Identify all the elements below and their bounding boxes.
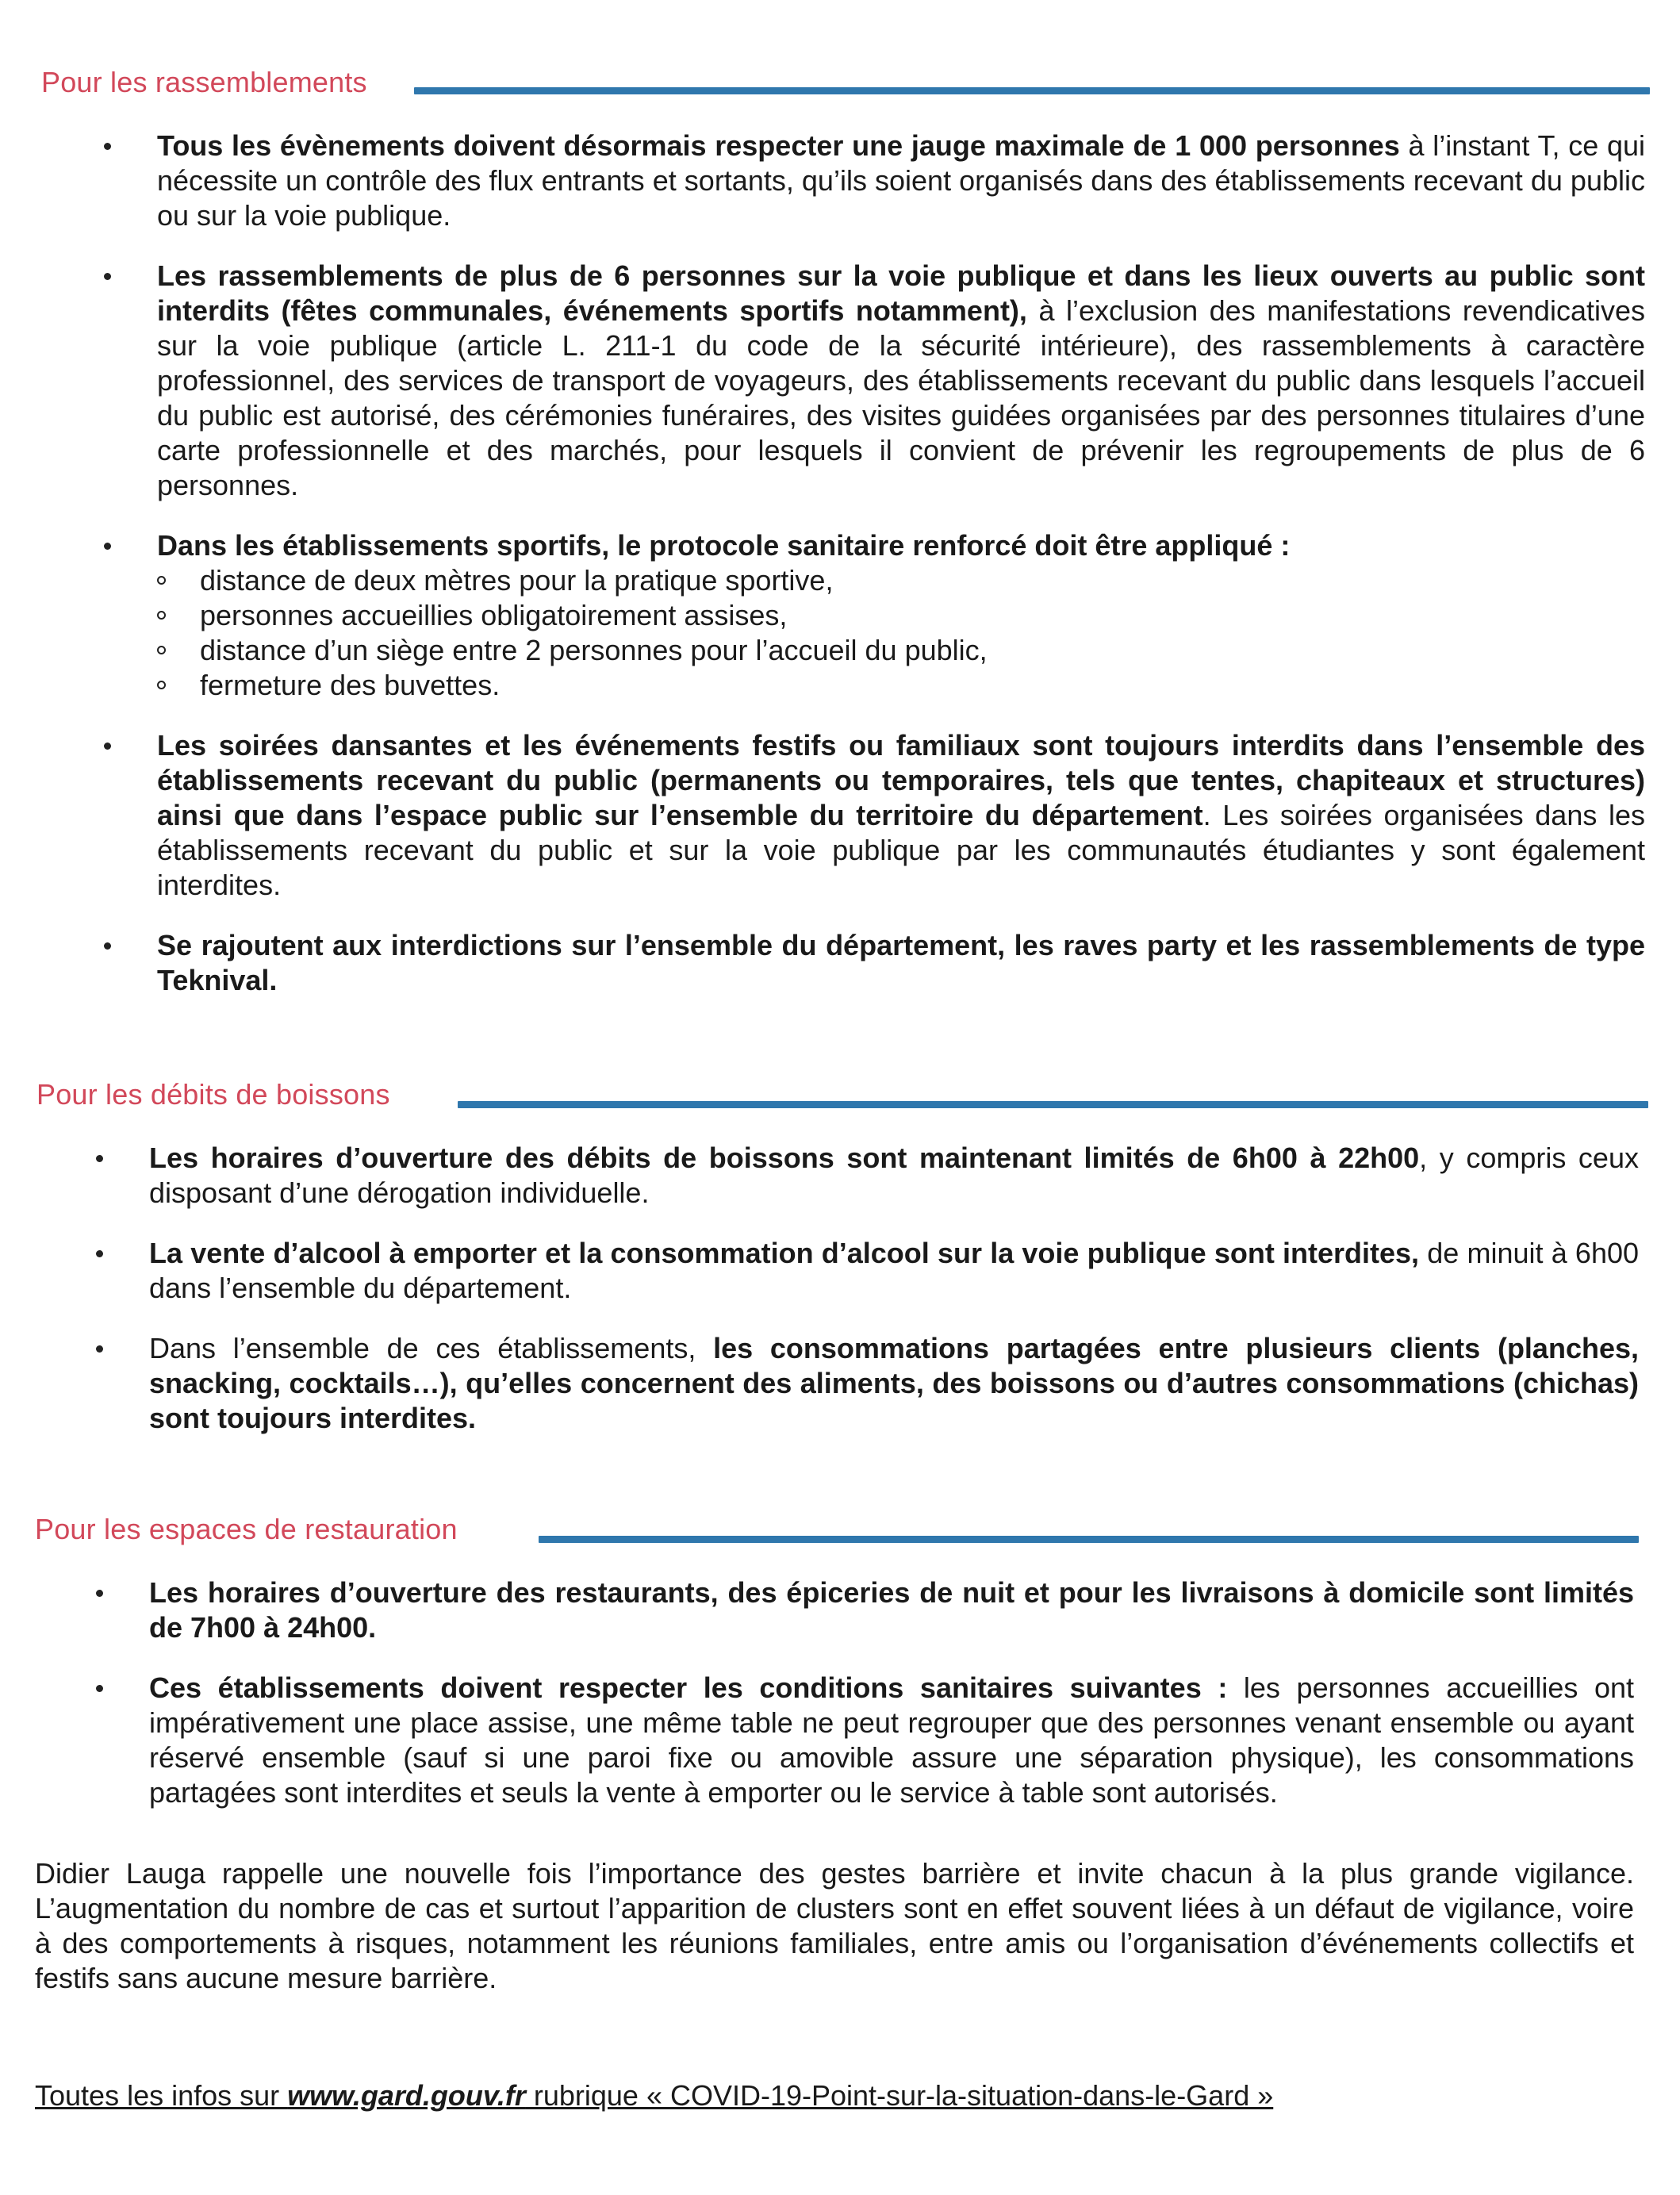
list-item (0, 129, 1680, 233)
bullet-text: à l’exclusion des manifestations revendicatives sur la voie publique (article L. 211-1 du code de la sécurité intérieure), des rassemblements à caractère professionnel, des services de transport de voyageurs, des établissements recevant du public dans lesquels l’accueil du public est autorisé, des cérémonies funéraires, des visites guidées organisées par des personnes titulaires d’une carte professionnelle et des marchés, pour lesquels il convient de prévenir les regroupements de plus de 6 personnes. (157, 294, 1645, 501)
section-rule (458, 1101, 1648, 1108)
bullet-text: , y compris ceux disposant d’une dérogation individuelle. (149, 1142, 1639, 1209)
list-item (0, 728, 1680, 903)
bullet-icon (104, 543, 111, 550)
bullet-bold-text: Les rassemblements de plus de 6 personnes sur la voie publique et dans les lieux ouverts au public sont interdits (fêtes communales, événements sportifs notamment), (157, 259, 1645, 327)
section-rule (539, 1536, 1639, 1543)
bullet-icon (104, 942, 111, 950)
bullet-bold-text: Les horaires d’ouverture des débits de boissons sont maintenant limités de 6h00 à 22h00 (149, 1142, 1420, 1174)
bullet-bold-text: Les horaires d’ouverture des restaurants, des épiceries de nuit et pour les livraisons à domicile sont limités de 7h00 à 24h00. (149, 1576, 1634, 1644)
bullet-icon (96, 1685, 103, 1692)
bullet-text: de minuit à 6h00 dans l’ensemble du département. (149, 1237, 1640, 1304)
section-espaces-de-restauration (0, 1512, 1680, 1836)
circle-bullet-icon (157, 646, 166, 654)
bullet-icon (96, 1250, 103, 1257)
section-header (0, 1077, 1680, 1119)
circle-bullet-icon (157, 611, 166, 620)
bullet-icon (96, 1155, 103, 1162)
bullet-list (0, 1575, 1680, 1810)
closing-paragraph: Didier Lauga rappelle une nouvelle fois l’importance des gestes barrière et invite chacun à la plus grande vigilance. L’augmentation du nombre de cas et surtout l’apparition de clusters sont en effet souvent liées à un défaut de vigilance, voire à des comportements à risques, notamment les réunions familiales, entre amis ou l’organisation d’événements collectifs et festifs sans aucune mesure barrière. (35, 1857, 1634, 1994)
section-title: Pour les rassemblements (41, 66, 367, 98)
bullet-bold-text: Se rajoutent aux interdictions sur l’ensemble du département, les raves party et les rassemblements de type Teknival. (157, 929, 1645, 996)
bullet-text: les personnes accueillies ont impérativement une place assise, une même table ne peut regrouper que des personnes venant ensemble ou ayant réservé ensemble (sauf si une paroi fixe ou amovible assure une séparation physique), les consommations partagées sont interdites et seuls la vente à emporter ou le service à table sont autorisés. (149, 1671, 1634, 1809)
website-link[interactable]: www.gard.gouv.fr (287, 2079, 526, 2112)
list-item (0, 1236, 1680, 1306)
bullet-text: Dans l’ensemble de ces établissements, (149, 1332, 714, 1364)
list-item (0, 1141, 1680, 1211)
section-rule (414, 87, 1650, 94)
bullet-bold-text: La vente d’alcool à emporter et la consommation d’alcool sur la voie publique sont interdites, (149, 1237, 1420, 1269)
bullet-bold-text: les consommations partagées entre plusieurs clients (planches, snacking, cocktails…), qu’elles concernent des aliments, des boissons ou d’autres consommations (chichas) sont toujours interdites. (149, 1332, 1640, 1434)
bullet-list (0, 1141, 1680, 1436)
footer-suffix: rubrique « COVID-19-Point-sur-la-situation-dans-le-Gard » (525, 2079, 1274, 2112)
section-header (0, 65, 1680, 106)
section-title: Pour les espaces de restauration (35, 1513, 458, 1545)
list-item (0, 928, 1680, 998)
sub-list-item: distance de deux mètres pour la pratique sportive, (157, 563, 1680, 598)
section-title: Pour les débits de boissons (36, 1078, 390, 1111)
circle-bullet-icon (157, 576, 166, 585)
section-header (0, 1512, 1680, 1553)
list-item (0, 1331, 1680, 1436)
bullet-bold-text: Tous les évènements doivent désormais respecter une jauge maximale de 1 000 personnes (157, 129, 1400, 162)
bullet-text: à l’instant T, ce qui nécessite un contrôle des flux entrants et sortants, qu’ils soient organisés dans des établissements recevant du public ou sur la voie publique. (157, 129, 1645, 232)
footer-prefix: Toutes les infos sur (35, 2079, 288, 2112)
list-item (0, 1575, 1680, 1645)
sub-list-item: distance d’un siège entre 2 personnes pour l’accueil du public, (157, 633, 1680, 668)
bullet-list (0, 129, 1680, 998)
bullet-icon (96, 1345, 103, 1353)
bullet-text: . Les soirées organisées dans les établissements recevant du public et sur la voie publique par les communautés étudiantes y sont également interdites. (157, 799, 1645, 901)
section-rassemblements (0, 65, 1680, 1023)
sub-list-item: fermeture des buvettes. (157, 668, 1680, 703)
sub-list-item: personnes accueillies obligatoirement assises, (157, 598, 1680, 633)
list-item (0, 259, 1680, 503)
bullet-icon (104, 743, 111, 750)
list-item (0, 528, 1680, 703)
list-item (0, 1671, 1680, 1810)
sub-list (157, 563, 1680, 703)
bullet-bold-text: Dans les établissements sportifs, le protocole sanitaire renforcé doit être appliqué : (157, 529, 1291, 562)
circle-bullet-icon (157, 681, 166, 689)
bullet-icon (104, 143, 111, 150)
bullet-bold-text: Ces établissements doivent respecter les conditions sanitaires suivantes : (149, 1671, 1228, 1704)
section-debits-de-boissons (0, 1077, 1680, 1461)
bullet-bold-text: Les soirées dansantes et les événements festifs ou familiaux sont toujours interdits dans l’ensemble des établissements recevant du public (permanents ou temporaires, tels que tentes, chapiteaux et structures) ainsi que dans l’espace public sur l’ensemble du territoire du département (157, 729, 1645, 831)
footer-info-line (35, 2078, 1273, 2113)
bullet-icon (96, 1590, 103, 1597)
bullet-icon (104, 273, 111, 280)
